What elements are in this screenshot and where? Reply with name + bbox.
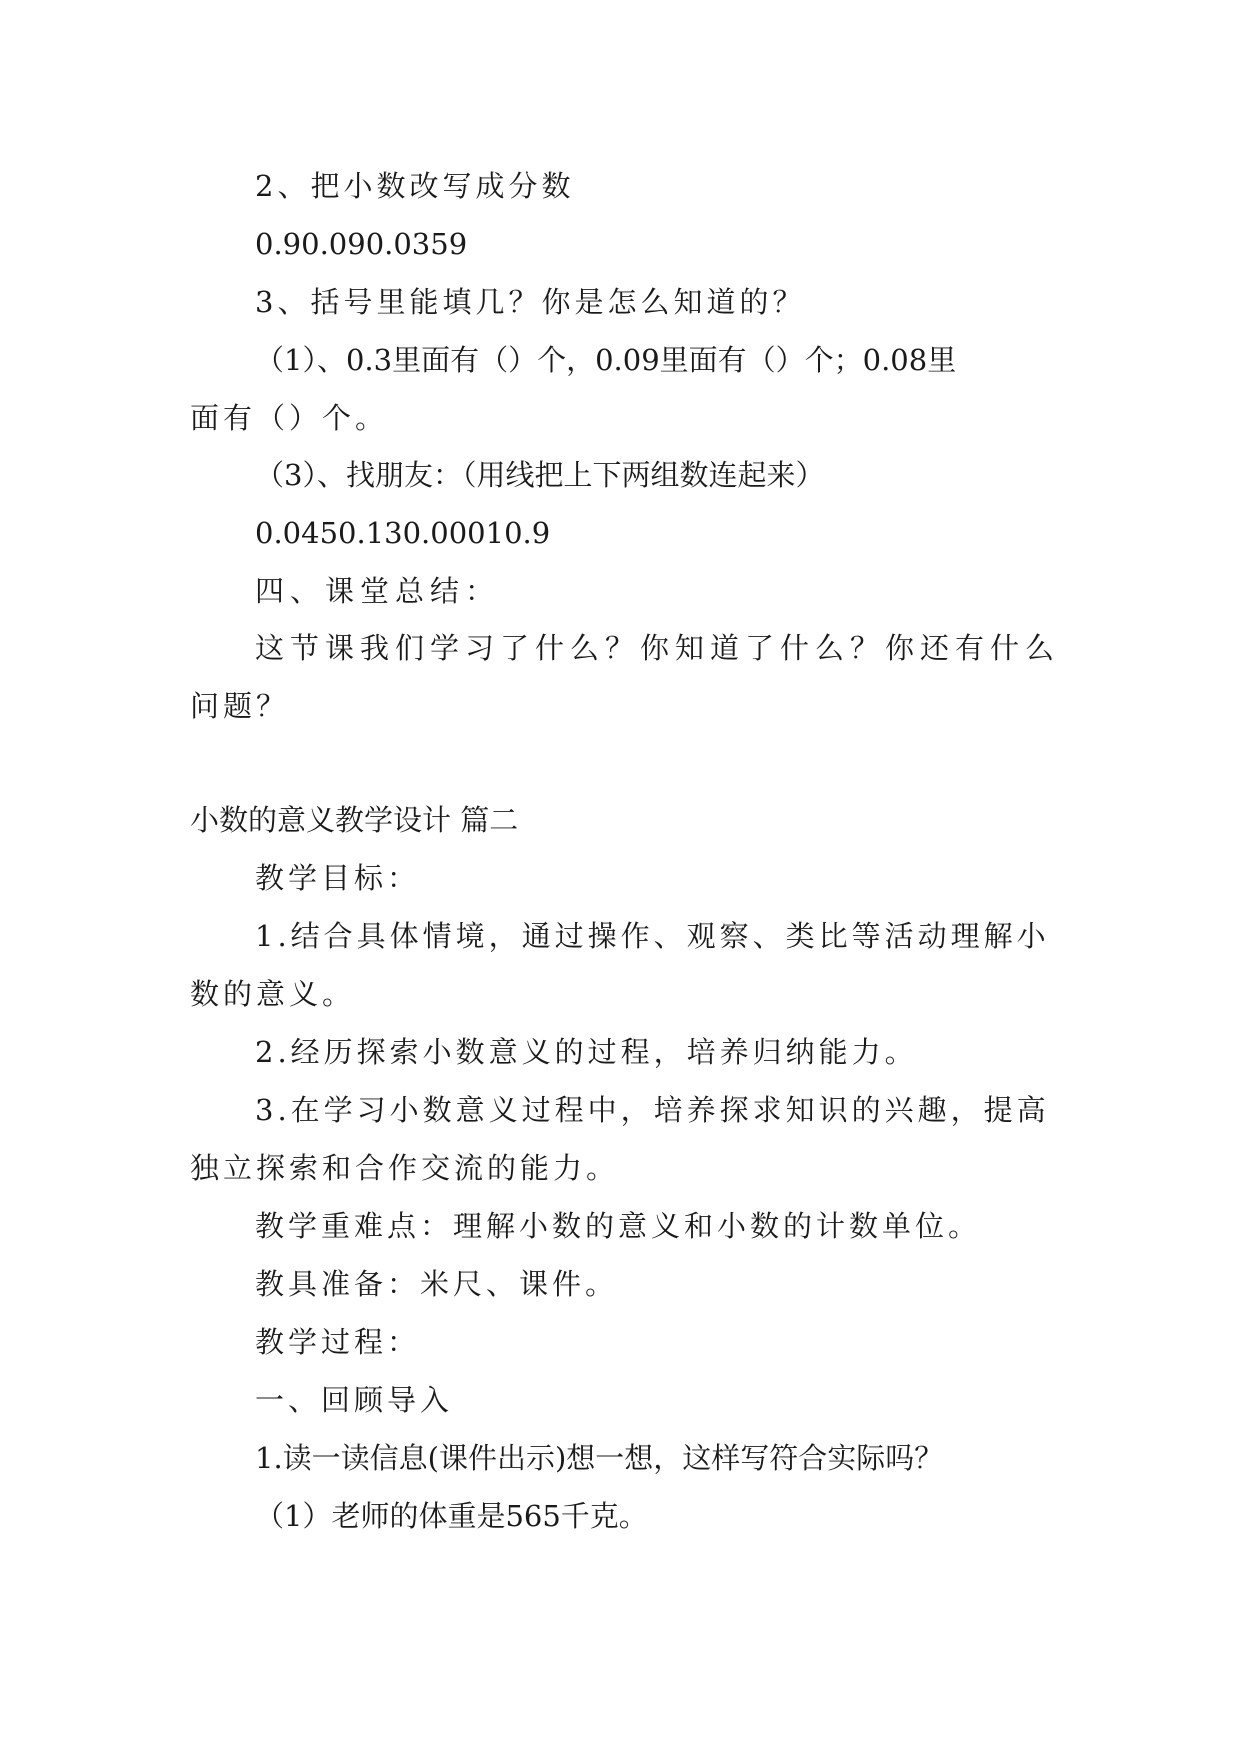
exercise-3-numbers: 0.0450.130.00010.9 [255,516,551,550]
section-summary-heading: 四、课堂总结： [255,574,501,608]
exercise-3-item-3: （3）、找朋友：（用线把上下两组数连起来） [255,458,825,492]
goal-1: 1.结合具体情境，通过操作、观察、类比等活动理解小 [255,919,1050,953]
teaching-process-heading: 教学过程： [255,1325,421,1359]
goal-1-continued: 数的意义。 [190,977,356,1011]
review-item-1-example: （1）老师的体重是565千克。 [255,1499,648,1533]
summary-question-continued: 问题？ [190,689,290,723]
summary-question: 这节课我们学习了什么？你知道了什么？你还有什么 [255,631,1061,665]
teaching-goals-heading: 教学目标： [255,861,421,895]
exercise-3-item-1-continued: 面有（）个。 [190,401,389,435]
section-title: 小数的意义教学设计 篇二 [190,803,519,837]
goal-3-continued: 独立探索和合作交流的能力。 [190,1151,620,1185]
key-points: 教学重难点：理解小数的意义和小数的计数单位。 [255,1209,982,1243]
section-review-heading: 一、回顾导入 [255,1383,454,1417]
exercise-3-item-1: （1）、0.3里面有（）个，0.09里面有（）个；0.08里 [255,343,957,377]
exercise-3-heading: 3、括号里能填几？你是怎么知道的？ [255,285,806,319]
exercise-2-numbers: 0.90.090.0359 [255,227,468,261]
teaching-aids: 教具准备：米尺、课件。 [255,1267,619,1301]
exercise-2-heading: 2、把小数改写成分数 [255,169,575,203]
goal-3: 3.在学习小数意义过程中，培养探求知识的兴趣，提高 [255,1093,1050,1127]
goal-2: 2.经历探索小数意义的过程，培养归纳能力。 [255,1035,918,1069]
review-item-1: 1.读一读信息(课件出示)想一想，这样写符合实际吗？ [255,1441,944,1475]
